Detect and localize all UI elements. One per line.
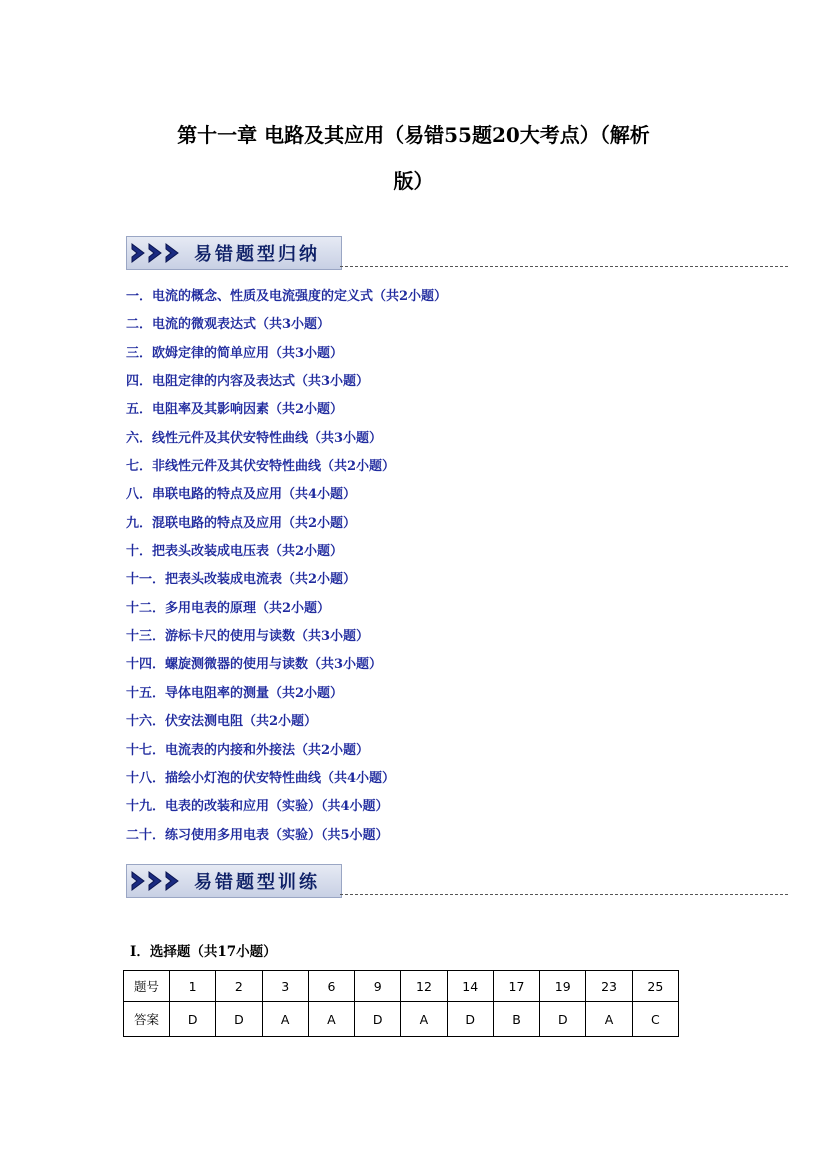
topic-link[interactable]: 五．电阻率及其影响因素（共2小题） — [126, 402, 344, 418]
topic-link[interactable]: 十一．把表头改装成电流表（共2小题） — [126, 572, 357, 588]
answer-cell: D — [540, 1002, 586, 1037]
topic-link[interactable]: 十四．螺旋测微器的使用与读数（共3小题） — [126, 657, 383, 673]
title-line-2: 版） — [393, 169, 434, 193]
triple-arrow-icon — [130, 870, 184, 892]
topic-link[interactable]: 二十．练习使用多用电表（实验）（共5小题） — [126, 827, 389, 843]
answer-cell: D — [447, 1002, 493, 1037]
answer-cell: A — [262, 1002, 308, 1037]
topic-link[interactable]: 十八．描绘小灯泡的伏安特性曲线（共4小题） — [126, 770, 396, 786]
banner-training-label: 易错题型训练 — [194, 872, 320, 893]
table-row-answers — [124, 1002, 679, 1037]
row-label-numbers: 题号 — [124, 971, 170, 1002]
question-number-cell: 6 — [308, 971, 354, 1002]
row-label-answers: 答案 — [124, 1002, 170, 1037]
answer-cell: A — [586, 1002, 632, 1037]
question-number-cell: 2 — [216, 971, 262, 1002]
topic-link[interactable]: 十六．伏安法测电阻（共2小题） — [126, 714, 318, 730]
answer-cell: A — [308, 1002, 354, 1037]
question-number-cell: 1 — [170, 971, 216, 1002]
topic-link[interactable]: 十．把表头改装成电压表（共2小题） — [126, 544, 344, 560]
topic-link[interactable]: 八．串联电路的特点及应用（共4小题） — [126, 487, 357, 503]
answer-cell: A — [401, 1002, 447, 1037]
topic-link[interactable]: 三．欧姆定律的简单应用（共3小题） — [126, 345, 344, 361]
banner-summary-label: 易错题型归纳 — [194, 244, 320, 265]
table-row-numbers — [124, 971, 679, 1002]
title-line-1: 第十一章 电路及其应用（易错55题20大考点）（解析 — [177, 123, 650, 147]
question-number-cell: 3 — [262, 971, 308, 1002]
banner-tag — [126, 236, 342, 270]
topic-link[interactable]: 十七．电流表的内接和外接法（共2小题） — [126, 742, 370, 758]
answer-cell: D — [216, 1002, 262, 1037]
question-number-cell: 14 — [447, 971, 493, 1002]
answer-cell: D — [355, 1002, 401, 1037]
banner-divider — [340, 894, 788, 895]
topic-link[interactable]: 七．非线性元件及其伏安特性曲线（共2小题） — [126, 459, 396, 475]
topic-link[interactable]: 十三．游标卡尺的使用与读数（共3小题） — [126, 629, 370, 645]
topic-link[interactable]: 十二．多用电表的原理（共2小题） — [126, 600, 331, 616]
answer-table — [123, 970, 679, 1037]
banner-divider — [340, 266, 788, 267]
triple-arrow-icon — [130, 242, 184, 264]
question-number-cell: 19 — [540, 971, 586, 1002]
topic-link[interactable]: 二．电流的微观表达式（共3小题） — [126, 317, 331, 333]
question-number-cell: 23 — [586, 971, 632, 1002]
topic-link[interactable]: 一．电流的概念、性质及电流强度的定义式（共2小题） — [126, 289, 448, 304]
document-title — [100, 112, 727, 204]
topic-list — [126, 283, 726, 850]
topic-link[interactable]: 十九．电表的改装和应用（实验）（共4小题） — [126, 799, 389, 815]
answer-cell: D — [170, 1002, 216, 1037]
question-number-cell: 9 — [355, 971, 401, 1002]
question-number-cell: 12 — [401, 971, 447, 1002]
answer-cell: C — [632, 1002, 678, 1037]
banner-tag — [126, 864, 342, 898]
topic-link[interactable]: 十五．导体电阻率的测量（共2小题） — [126, 685, 344, 701]
topic-link[interactable]: 九．混联电路的特点及应用（共2小题） — [126, 515, 357, 531]
answer-cell: B — [493, 1002, 539, 1037]
topic-link[interactable]: 六．线性元件及其伏安特性曲线（共3小题） — [126, 430, 383, 446]
banner-training — [126, 864, 788, 900]
question-number-cell: 25 — [632, 971, 678, 1002]
question-number-cell: 17 — [493, 971, 539, 1002]
topic-link[interactable]: 四．电阻定律的内容及表达式（共3小题） — [126, 374, 370, 390]
banner-summary — [126, 236, 788, 272]
section-title: Ⅰ．选择题（共17小题） — [130, 944, 277, 960]
